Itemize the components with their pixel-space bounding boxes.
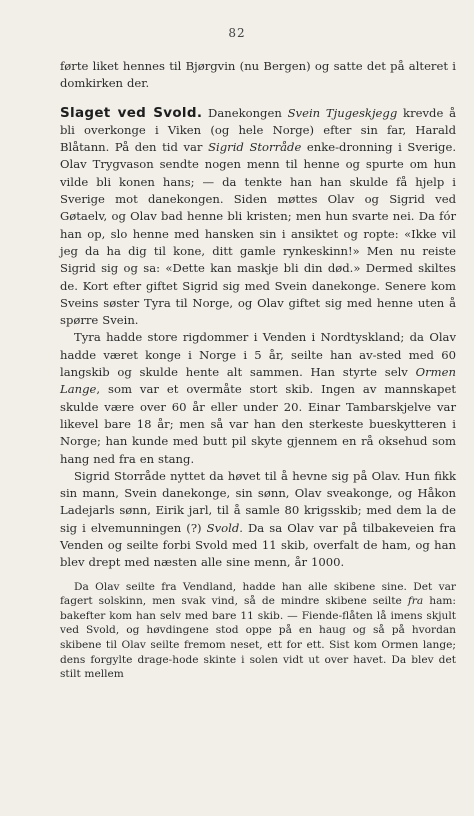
- text-run: enke-dronning i Sverige. Olav Trygvason sendte nogen menn til henne og spurte om hun vilde bli konen hans; — da tenkte han han skulde få hjelp i Sverige mot danekongen. Siden møttes Olav og Sigrid ved Gøtaelv, og Olav bad henne bli kristen; men hun svarte nei. Da fór han op, slo henne med hansken sin i ansiktet og ropte: «Ikke vil jeg da ha dig til kone, ditt gamle rynkeskinn!» Men nu reiste Sigrid sig og sa: «Dette kan maskje bli din død.» Dermed skiltes de. Kort efter giftet Sigrid sig med Svein danekonge. Senere kom Sveins søster Tyra til Norge, og Olav giftet sig med henne uten å spørre Svein.: [60, 140, 457, 328]
- text-run: . Da sa Olav var på tilbakeveien fra Venden og seilte forbi Svold med 11 skib, overfalt de ham, og han blev drept med næsten alle sine menn, år 1000.: [60, 520, 456, 570]
- paragraph-3: [60, 468, 456, 572]
- text-run: Da Olav seilte fra Vendland, hadde han alle skibene sine. Det var fagert solskinn, men svak vind, så de mindre skibene seilte: [60, 580, 456, 608]
- page-number: 82: [228, 26, 246, 40]
- ship-name: Ormen Lange: [60, 365, 456, 397]
- text-run: , som var et overmåte stort skib. Ingen av mannskapet skulde være over 60 år eller under 20. Einar Tambarskjelve var likevel bare 18 år; men så var han den sterkeste bueskytteren i Norge; han kunde med butt pil skyte gjennem en rå oksehud som hang ned fra en stang.: [60, 382, 456, 466]
- place-svold: Svold: [206, 520, 240, 535]
- paragraph-continued: førte liket hennes til Bjørgvin (nu Bergen) og satte det på alteret i domkirken der.: [60, 59, 456, 91]
- name-sigrid: Sigrid Storråde: [208, 140, 302, 155]
- paragraph-2: [60, 329, 456, 467]
- emphasis-fra: fra: [407, 595, 424, 608]
- paragraph-4-small-print: [60, 580, 456, 682]
- section-title: Slaget ved Svold.: [60, 104, 203, 121]
- text-run: ham: bakefter kom han selv med bare 11 skib. — Fiende-flåten lå imens skjult ved Svold, og høvdingene stod oppe på en haug og så på hvordan skibene til Olav seilte fremom neset, ett for ett. Sist kom Ormen lange; dens forgylte drage-hode skinte i solen vidt ut over havet. Da blev det stilt mellem: [60, 595, 457, 681]
- text-run: Sigrid Storråde nyttet da høvet til å hevne sig på Olav. Hun fikk sin mann, Svein danekonge, sin sønn, Olav sveakonge, og Håkon Ladejarls sønn, Eirik jarl, til å samle 80 krigsskib; med dem la de sig i elvemunningen (?): [60, 468, 456, 535]
- text-run: Tyra hadde store rigdommer i Venden i Nordtyskland; da Olav hadde været konge i Norge i 5 år, seilte han av-sted med 60 langskib og skulde hente alt sammen. Han styrte selv: [60, 330, 456, 380]
- text-run: krevde å bli overkonge i Viken (og hele Norge) efter sin far, Harald Blåtann. På den tid var: [60, 105, 456, 155]
- body-text: [60, 58, 456, 682]
- text-run: Danekongen: [208, 105, 288, 120]
- paragraph-1: [60, 105, 456, 330]
- name-svein: Svein Tjugeskjegg: [287, 105, 398, 120]
